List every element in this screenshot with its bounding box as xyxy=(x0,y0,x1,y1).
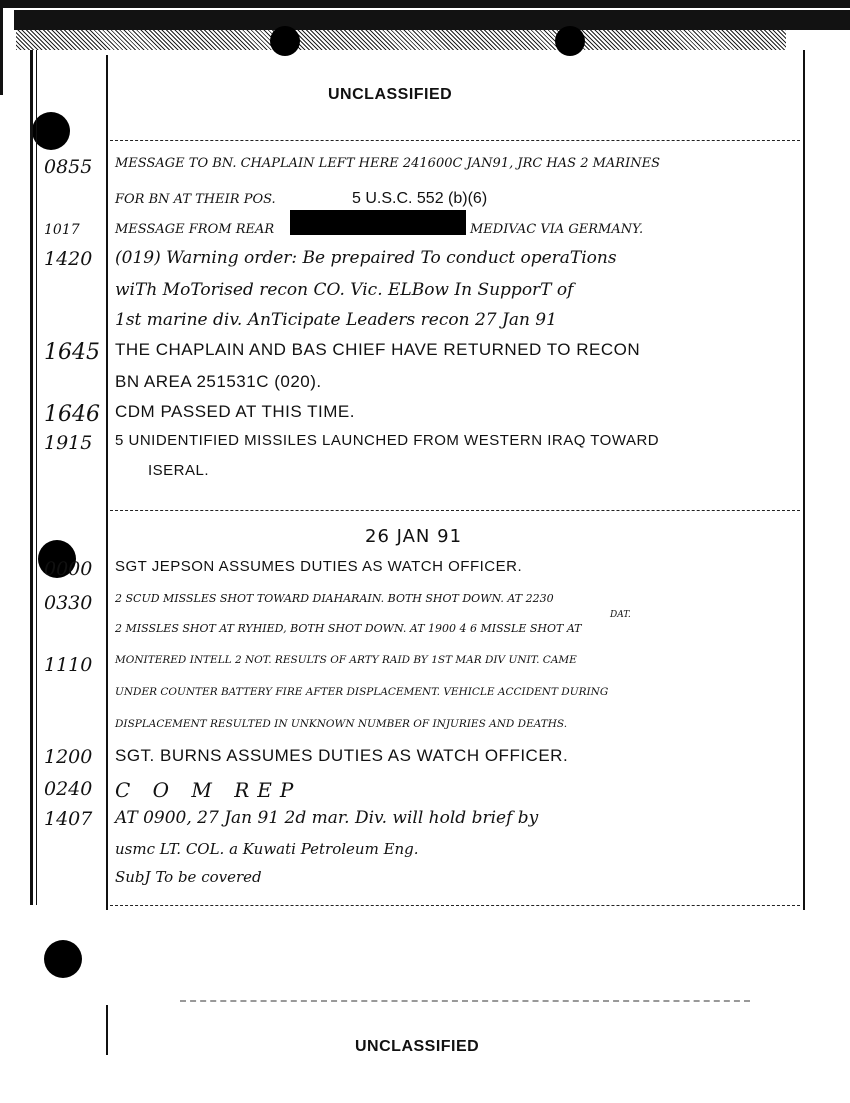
entry-text: DISPLACEMENT RESULTED IN UNKNOWN NUMBER OF INJURIES AND DEATHS. xyxy=(115,718,568,730)
annotation-dat: DAT. xyxy=(610,610,631,620)
ruled-line xyxy=(110,905,800,907)
entry-text: wiTh MoTorised recon CO. Vic. ELBow In SupporT of xyxy=(115,280,574,300)
punch-hole xyxy=(32,112,70,150)
ruled-line xyxy=(110,510,800,512)
ruled-line xyxy=(110,140,800,142)
entry-text: SGT. BURNS ASSUMES DUTIES AS WATCH OFFICER. xyxy=(115,746,569,765)
entry-text: C O M REP xyxy=(115,778,302,802)
entry-time: 0000 xyxy=(44,558,93,580)
entry-time: 1646 xyxy=(44,402,100,427)
entry-time: 0240 xyxy=(44,778,93,800)
entry-time: 1915 xyxy=(44,432,93,454)
entry-text: SubJ To be covered xyxy=(115,868,262,886)
entry-time: 1420 xyxy=(44,248,93,270)
entry-time: 1017 xyxy=(44,222,80,238)
entry-text: MONITERED INTELL 2 NOT. RESULTS OF ARTY RAID BY 1ST MAR DIV UNIT. CAME xyxy=(115,654,577,666)
scan-dither-band xyxy=(16,30,786,50)
entry-text: CDM PASSED AT THIS TIME. xyxy=(115,402,355,421)
entry-text: SGT JEPSON ASSUMES DUTIES AS WATCH OFFICER. xyxy=(115,558,523,575)
entry-time: 1407 xyxy=(44,808,93,830)
entry-text: UNDER COUNTER BATTERY FIRE AFTER DISPLACEMENT. VEHICLE ACCIDENT DURING xyxy=(115,686,609,698)
entry-text: (019) Warning order: Be prepaired To conduct operaTions xyxy=(115,248,617,268)
scan-top-bar xyxy=(0,0,850,8)
entry-time: 1110 xyxy=(44,654,93,676)
foia-exemption-label: 5 U.S.C. 552 (b)(6) xyxy=(352,190,488,207)
entry-time: 1200 xyxy=(44,746,93,768)
entry-text: MESSAGE FROM REAR xyxy=(115,222,275,237)
entry-text: MEDIVAC VIA GERMANY. xyxy=(470,222,644,237)
left-edge-mark xyxy=(0,0,3,95)
redaction-block xyxy=(290,210,466,235)
left-margin-line xyxy=(30,50,33,905)
time-column-line xyxy=(106,55,108,910)
entry-text: ISERAL. xyxy=(148,462,210,479)
right-margin-line xyxy=(803,50,805,910)
bottom-column-line xyxy=(106,1005,108,1055)
entry-time: 1645 xyxy=(44,340,100,365)
entry-time: 0855 xyxy=(44,156,93,178)
entry-text: usmc LT. COL. a Kuwati Petroleum Eng. xyxy=(115,840,419,858)
entry-text: AT 0900, 27 Jan 91 2d mar. Div. will hold brief by xyxy=(115,808,539,828)
entry-text: MESSAGE TO BN. CHAPLAIN LEFT HERE 241600C JAN91, JRC HAS 2 MARINES xyxy=(115,156,660,171)
entry-text: 1st marine div. AnTicipate Leaders recon 27 Jan 91 xyxy=(115,310,557,330)
left-margin-line xyxy=(36,50,37,905)
entry-text: 2 SCUD MISSLES SHOT TOWARD DIAHARAIN. BOTH SHOT DOWN. AT 2230 xyxy=(115,592,554,605)
punch-hole xyxy=(44,940,82,978)
entry-text: 5 UNIDENTIFIED MISSILES LAUNCHED FROM WESTERN IRAQ TOWARD xyxy=(115,432,660,449)
date-heading: 26 JAN 91 xyxy=(365,526,463,547)
entry-text: THE CHAPLAIN AND BAS CHIEF HAVE RETURNED TO RECON xyxy=(115,340,641,359)
entry-text: FOR BN AT THEIR POS. xyxy=(115,192,276,207)
header-classification: UNCLASSIFIED xyxy=(328,86,453,103)
entry-text: 2 MISSLES SHOT AT RYHIED, BOTH SHOT DOWN. AT 1900 4 6 MISSLE SHOT AT xyxy=(115,622,582,635)
footer-classification: UNCLASSIFIED xyxy=(355,1038,480,1055)
illegible-line xyxy=(180,1000,750,1003)
entry-time: 0330 xyxy=(44,592,93,614)
scan-top-band xyxy=(14,10,850,30)
punch-hole xyxy=(555,26,585,56)
entry-text: BN AREA 251531C (020). xyxy=(115,372,322,391)
punch-hole xyxy=(270,26,300,56)
